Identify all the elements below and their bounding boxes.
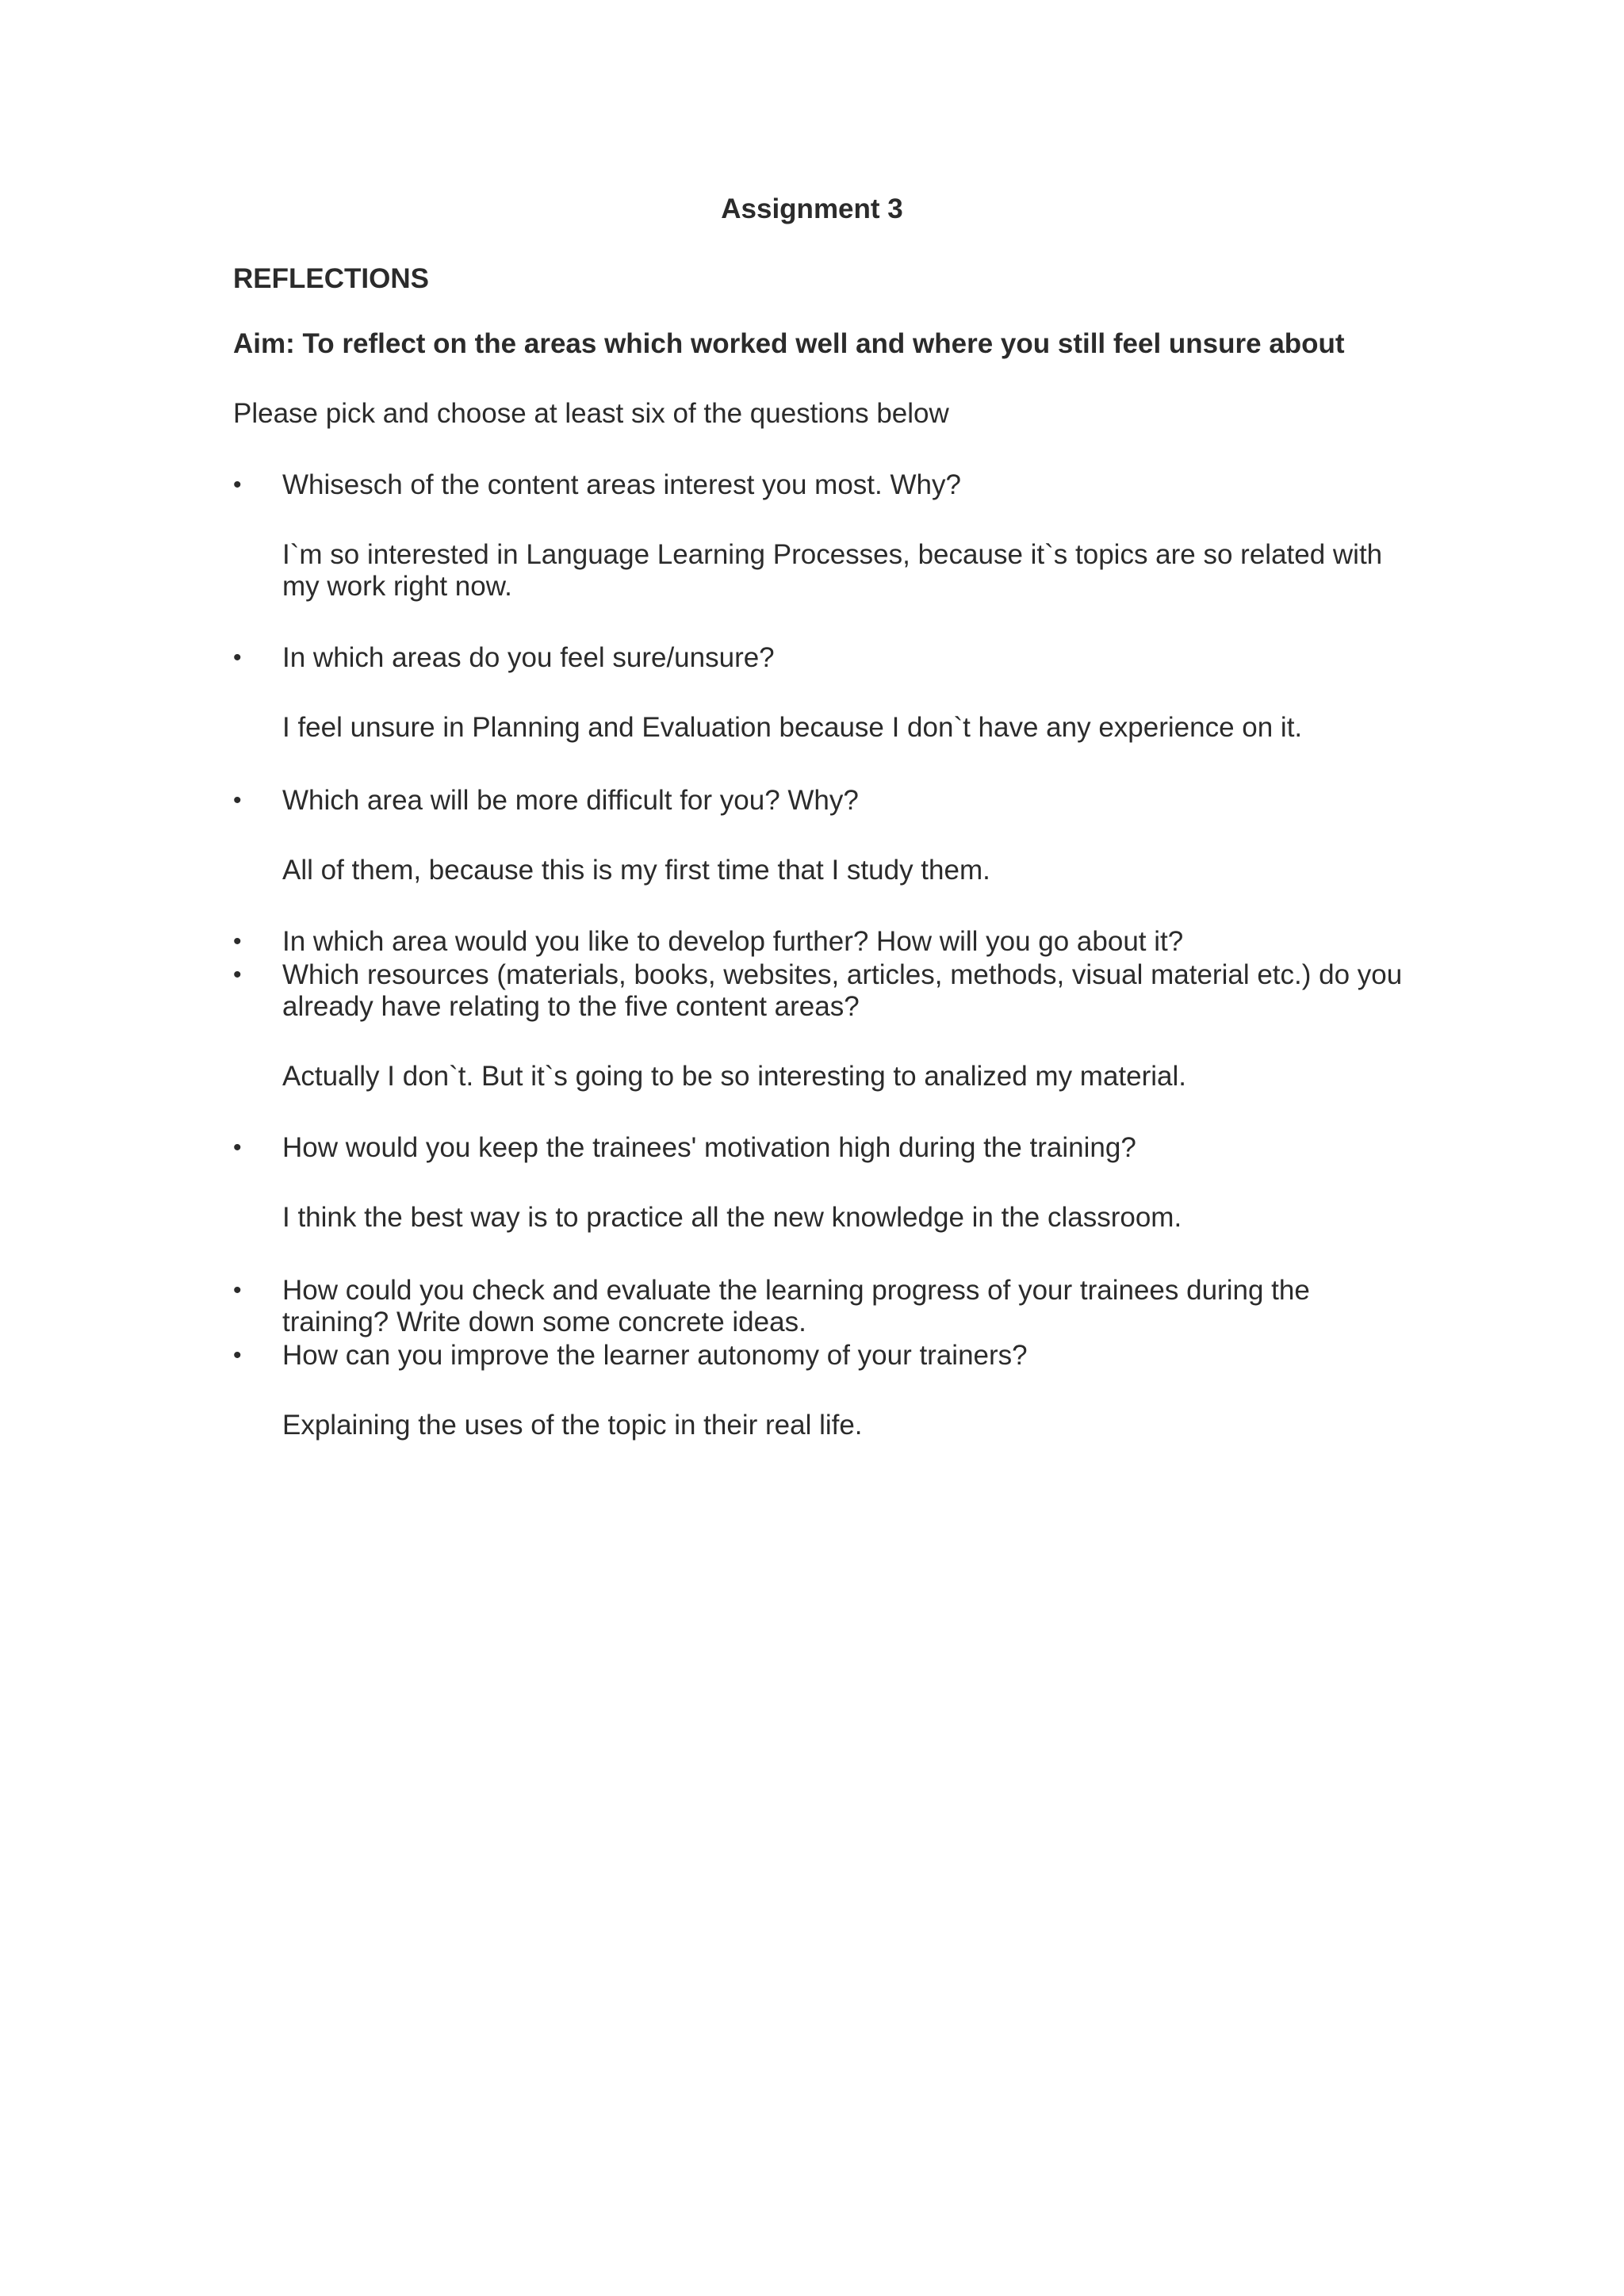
instruction-text: Please pick and choose at least six of the questions below [233,398,949,429]
bullet-icon: • [233,928,242,955]
bullet-icon: • [233,962,242,988]
question-text: In which areas do you feel sure/unsure? [282,642,775,673]
bullet-icon: • [233,1277,242,1303]
aim-statement: Aim: To reflect on the areas which worked well and where you still feel unsure about [233,328,1345,359]
question-text: How would you keep the trainees' motivation high during the training? [282,1132,1136,1163]
bullet-icon: • [233,645,242,671]
question-text: How can you improve the learner autonomy of your trainers? [282,1340,1028,1371]
section-heading: REFLECTIONS [233,263,429,294]
bullet-icon: • [233,1342,242,1368]
answer-text: All of them, because this is my first time that I study them. [282,855,990,886]
answer-text: I`m so interested in Language Learning Processes, because it`s topics are so related with my work right now. [282,539,1383,602]
question-text: How could you check and evaluate the learning progress of your trainees during the training? Write down some concrete ideas. [282,1275,1310,1337]
answer-text: Explaining the uses of the topic in their real life. [282,1410,863,1441]
answer-text: I think the best way is to practice all the new knowledge in the classroom. [282,1202,1182,1233]
bullet-icon: • [233,1135,242,1161]
question-text: Whisesch of the content areas interest you most. Why? [282,469,961,500]
bullet-icon: • [233,472,242,498]
question-text: In which area would you like to develop further? How will you go about it? [282,926,1184,957]
bullet-icon: • [233,787,242,813]
answer-text: I feel unsure in Planning and Evaluation because I don`t have any experience on it. [282,712,1303,743]
question-text: Which area will be more difficult for you? Why? [282,785,859,816]
question-text: Which resources (materials, books, websites, articles, methods, visual material etc.) do you already have relating to the five content areas? [282,959,1403,1022]
answer-text: Actually I don`t. But it`s going to be so interesting to analized my material. [282,1061,1187,1092]
document-title: Assignment 3 [721,193,903,224]
